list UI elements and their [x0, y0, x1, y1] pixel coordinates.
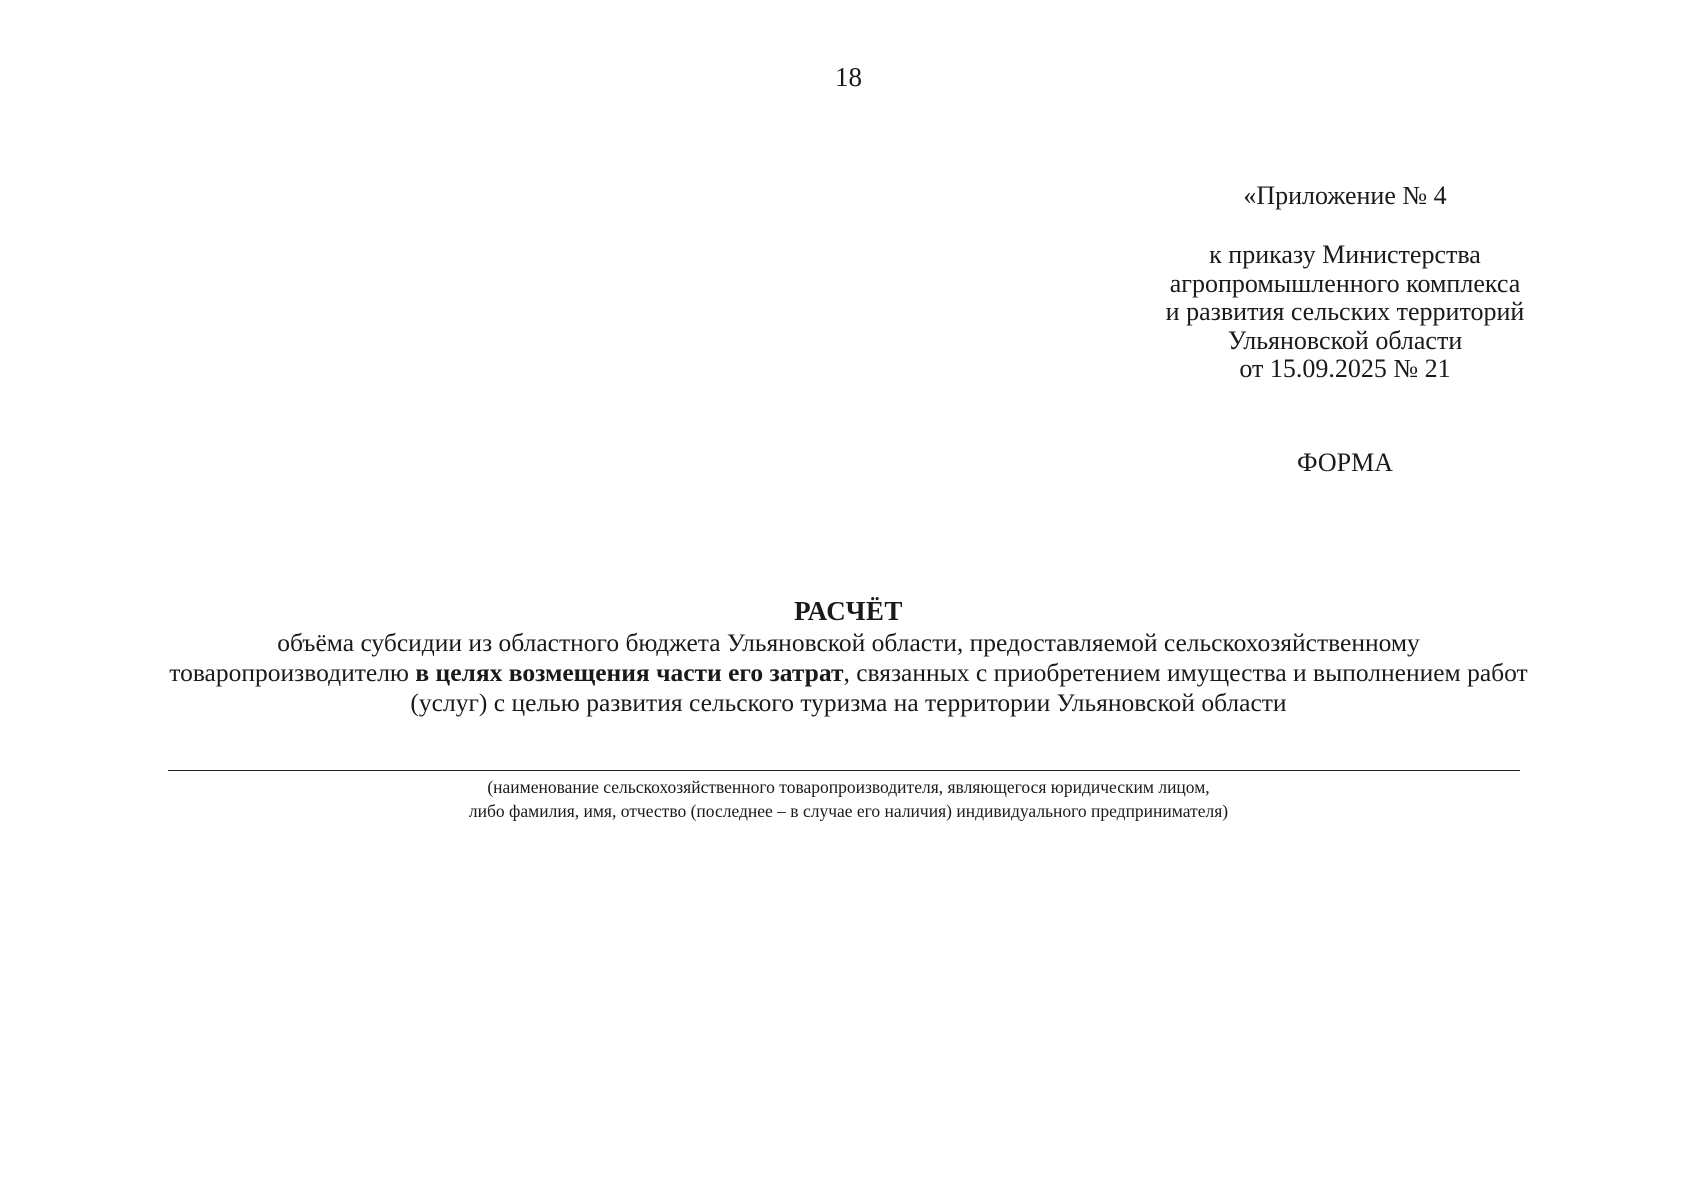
appendix-order-reference: [1085, 241, 1605, 384]
appendix-title: «Приложение № 4: [1243, 181, 1447, 210]
form-label: ФОРМА: [1297, 448, 1393, 477]
caption-line: либо фамилия, имя, отчество (последнее – в случае его наличия) индивидуального предпринимателя): [468, 801, 1229, 821]
calculation-subtitle-line: объёма субсидии из областного бюджета Ульяновской области, предоставляемой сельскохозяйственному: [277, 628, 1420, 657]
page-number: 18: [835, 62, 862, 92]
caption-line: (наименование сельскохозяйственного товаропроизводителя, являющегося юридическим лицом,: [487, 777, 1210, 797]
subtitle-bold-text: в целях возмещения части его затрат: [415, 658, 844, 687]
appendix-order-line: агропромышленного комплекса: [1169, 268, 1521, 298]
appendix-order-date-number: от 15.09.2025 № 21: [1239, 354, 1451, 383]
calculation-subtitle: [0, 628, 1697, 718]
calculation-title: РАСЧЁТ: [794, 596, 903, 626]
producer-name-caption: [0, 775, 1697, 823]
producer-name-fill-line[interactable]: [168, 770, 1520, 771]
calculation-subtitle-line: (услуг) с целью развития сельского туризма на территории Ульяновской области: [410, 688, 1287, 717]
appendix-order-line: Ульяновской области: [1227, 325, 1463, 355]
subtitle-text: товаропроизводителю: [169, 658, 416, 687]
appendix-order-line: к приказу Министерства: [1209, 240, 1481, 269]
appendix-order-line: и развития сельских территорий: [1165, 297, 1525, 326]
calculation-heading: [0, 595, 1697, 718]
calculation-subtitle-line: [0, 658, 1697, 688]
subtitle-text: , связанных с приобретением имущества и выполнением работ: [843, 658, 1528, 687]
